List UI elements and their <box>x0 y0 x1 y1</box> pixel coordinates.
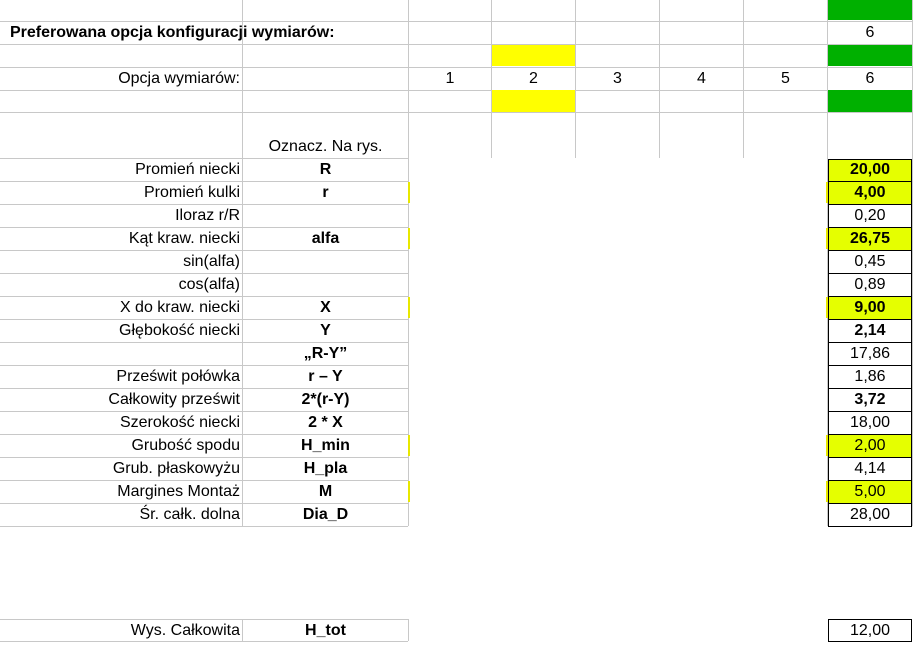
row-value: 5,00 <box>854 483 886 500</box>
gridline-row <box>0 90 913 91</box>
row-symbol: H_min <box>301 437 350 454</box>
input-marker <box>408 182 410 203</box>
row-value: 18,00 <box>849 414 891 431</box>
symbol-column-header: Oznacz. Na rys. <box>268 138 383 155</box>
row-value: 28,00 <box>849 506 891 523</box>
row-label-calkowity-przeswit: Całkowity prześwit <box>108 391 240 408</box>
row-value: 0,89 <box>854 276 886 293</box>
row-label-margines-montaz: Margines Montaż <box>117 483 240 500</box>
option-6[interactable]: 6 <box>865 70 875 87</box>
row-label-cos: cos(alfa) <box>178 276 240 293</box>
row-label-glebokosc: Głębokość niecki <box>119 322 240 339</box>
total-symbol: H_tot <box>305 621 346 639</box>
row-label-sr-calk-dolna: Śr. całk. dolna <box>139 506 240 523</box>
row-label-promien-kulki: Promień kulki <box>143 184 240 201</box>
row-symbol: H_pla <box>303 460 348 477</box>
row-symbol: M <box>318 483 333 500</box>
input-marker <box>408 435 410 456</box>
row-value: 26,75 <box>849 230 891 247</box>
row-value: 4,00 <box>854 184 886 201</box>
row-value: 2,00 <box>854 437 886 454</box>
green-highlight-cell <box>828 90 912 112</box>
yellow-highlight-cell <box>492 45 575 66</box>
option-3[interactable]: 3 <box>613 70 622 87</box>
row-symbol: R <box>319 161 332 178</box>
gridline-row <box>0 641 408 642</box>
row-label-kat-krawedzi: Kąt kraw. niecki <box>128 230 240 247</box>
row-symbol: r – Y <box>308 368 343 385</box>
row-symbol: 2*(r-Y) <box>301 391 350 408</box>
total-value: 12,00 <box>849 621 891 639</box>
option-5[interactable]: 5 <box>781 70 790 87</box>
row-symbol: X <box>320 299 331 316</box>
row-value: 3,72 <box>854 391 886 408</box>
preferred-option-label: Preferowana opcja konfiguracji wymiarów: <box>10 24 335 41</box>
row-label-sin: sin(alfa) <box>183 253 240 270</box>
row-symbol: r <box>322 184 329 201</box>
yellow-highlight-cell <box>492 90 575 112</box>
row-symbol: 2 * X <box>308 414 343 431</box>
option-4[interactable]: 4 <box>697 70 706 87</box>
row-value: 0,20 <box>854 207 886 224</box>
row-value: 2,14 <box>854 322 886 339</box>
row-value: 17,86 <box>849 345 891 362</box>
row-value: 20,00 <box>849 161 891 178</box>
input-marker <box>408 481 410 502</box>
gridline-row <box>0 112 913 113</box>
row-symbol: Dia_D <box>302 506 349 523</box>
options-label: Opcja wymiarów: <box>118 70 240 87</box>
row-label-grubosc-spodu: Grubość spodu <box>131 437 240 454</box>
option-1[interactable]: 1 <box>445 70 455 87</box>
row-value: 0,45 <box>854 253 886 270</box>
row-symbol: alfa <box>311 230 340 247</box>
preferred-option-value[interactable]: 6 <box>865 24 875 41</box>
row-symbol: „R-Y” <box>303 345 348 362</box>
row-value: 4,14 <box>854 460 886 477</box>
row-label-grub-plaskowyzu: Grub. płaskowyżu <box>112 460 240 477</box>
row-label-x-do-krawedzi: X do kraw. niecki <box>119 299 240 316</box>
option-2[interactable]: 2 <box>529 70 538 87</box>
input-marker <box>408 228 410 249</box>
row-label-iloraz: Iloraz r/R <box>175 207 240 224</box>
gridline-col <box>912 0 913 526</box>
row-label-promien-niecki: Promień niecki <box>135 161 240 178</box>
total-label: Wys. Całkowita <box>130 621 240 639</box>
green-highlight-cell <box>828 45 912 66</box>
row-label-przeswit-polowka: Prześwit połówka <box>116 368 240 385</box>
gridline-row <box>0 526 408 527</box>
green-highlight-cell <box>828 0 912 20</box>
input-marker <box>408 297 410 318</box>
row-value: 9,00 <box>854 299 886 316</box>
row-value: 1,86 <box>854 368 886 385</box>
gridline-col <box>408 619 409 641</box>
row-label-szerokosc: Szerokość niecki <box>119 414 240 431</box>
row-symbol: Y <box>320 322 331 339</box>
gridline-row <box>0 44 913 45</box>
